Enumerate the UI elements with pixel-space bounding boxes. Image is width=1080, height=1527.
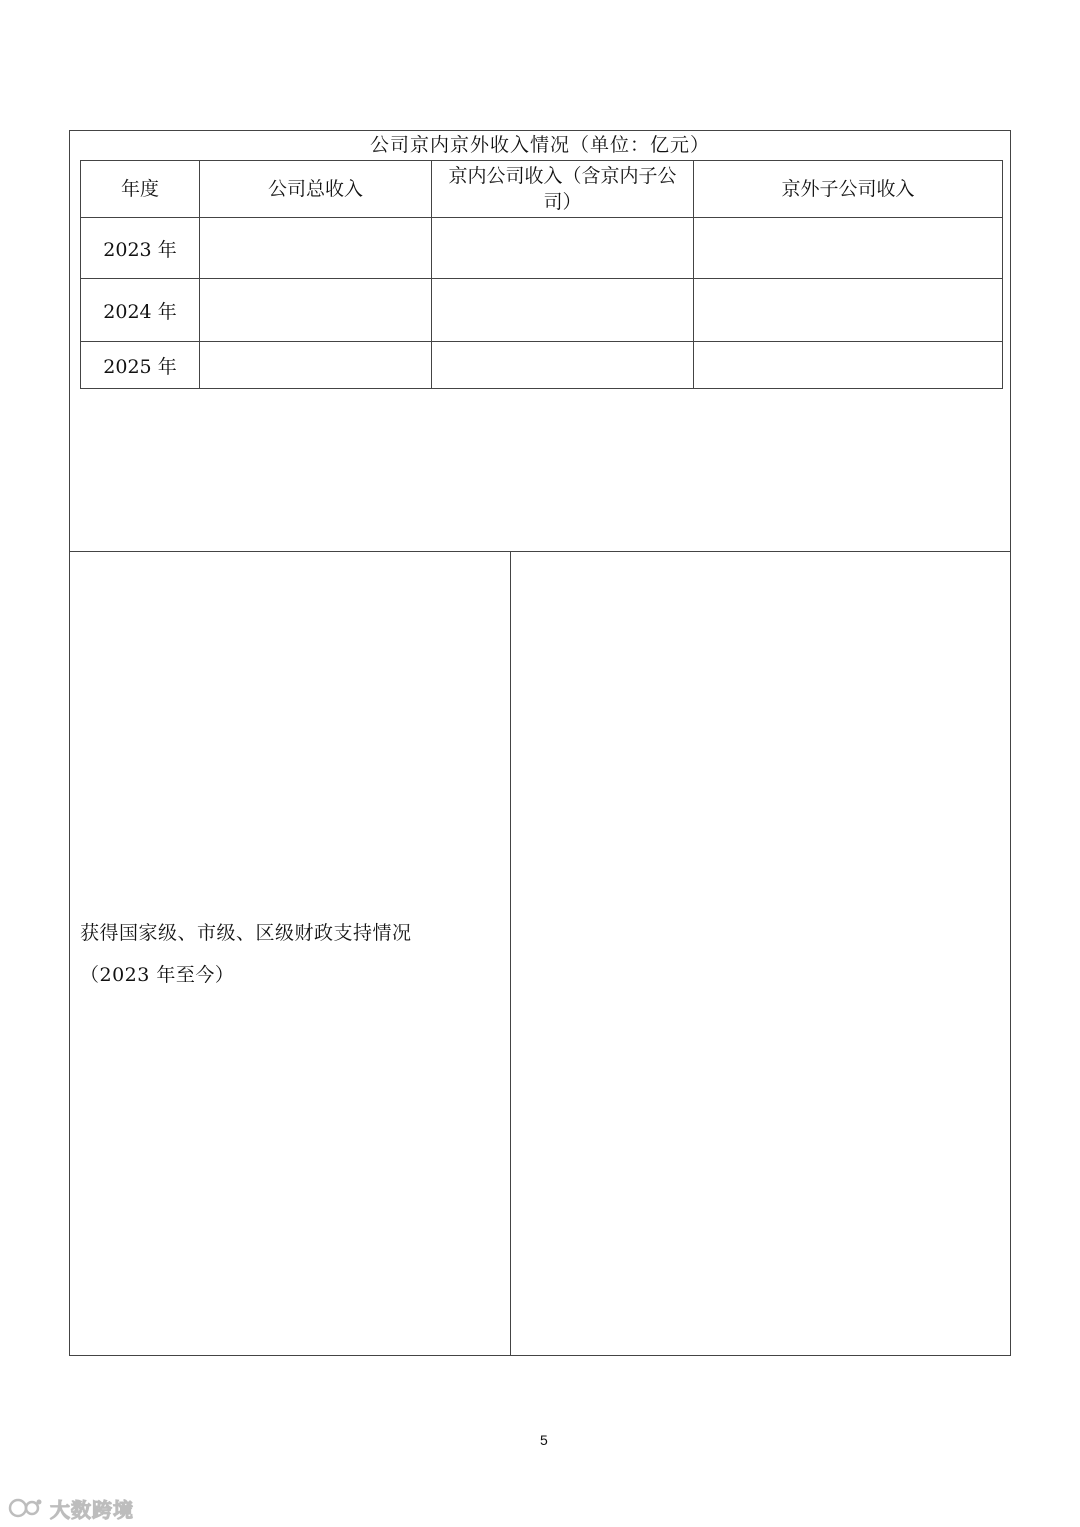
total-income-cell[interactable] bbox=[200, 342, 432, 389]
total-income-cell[interactable] bbox=[200, 279, 432, 342]
beijing-income-cell[interactable] bbox=[432, 279, 694, 342]
column-header-year: 年度 bbox=[81, 161, 200, 218]
application-form-table bbox=[69, 130, 1011, 1356]
financial-support-label-cell bbox=[70, 552, 511, 1355]
financial-support-label bbox=[80, 912, 500, 996]
financial-support-value-cell[interactable] bbox=[511, 552, 1010, 1355]
outside-income-cell[interactable] bbox=[694, 342, 1003, 389]
table-row bbox=[81, 279, 1003, 342]
column-header-outside-income: 京外子公司收入 bbox=[694, 161, 1003, 218]
income-table-title: 公司京内京外收入情况（单位：亿元） bbox=[369, 134, 710, 156]
table-row bbox=[81, 218, 1003, 279]
beijing-income-cell[interactable] bbox=[432, 342, 694, 389]
beijing-income-cell[interactable] bbox=[432, 218, 694, 279]
table-row bbox=[81, 342, 1003, 389]
column-header-beijing-income: 京内公司收入（含京内子公司） bbox=[432, 161, 694, 218]
financial-support-label-line1: 获得国家级、市级、区级财政支持情况 bbox=[80, 922, 412, 944]
watermark bbox=[8, 1494, 134, 1522]
total-income-cell[interactable] bbox=[200, 218, 432, 279]
income-section bbox=[70, 131, 1010, 552]
outside-income-cell[interactable] bbox=[694, 279, 1003, 342]
income-table bbox=[80, 160, 1003, 389]
page-number: 5 bbox=[540, 1432, 548, 1448]
financial-support-label-line2: （2023 年至今） bbox=[80, 964, 235, 986]
outside-income-cell[interactable] bbox=[694, 218, 1003, 279]
column-header-total-income: 公司总收入 bbox=[200, 161, 432, 218]
watermark-logo-icon bbox=[8, 1496, 44, 1520]
table-header-row bbox=[81, 161, 1003, 218]
year-cell: 2025 年 bbox=[81, 342, 200, 389]
year-cell: 2023 年 bbox=[81, 218, 200, 279]
financial-support-section bbox=[70, 552, 1010, 1355]
year-cell: 2024 年 bbox=[81, 279, 200, 342]
watermark-text: 大数跨境 bbox=[50, 1497, 134, 1522]
